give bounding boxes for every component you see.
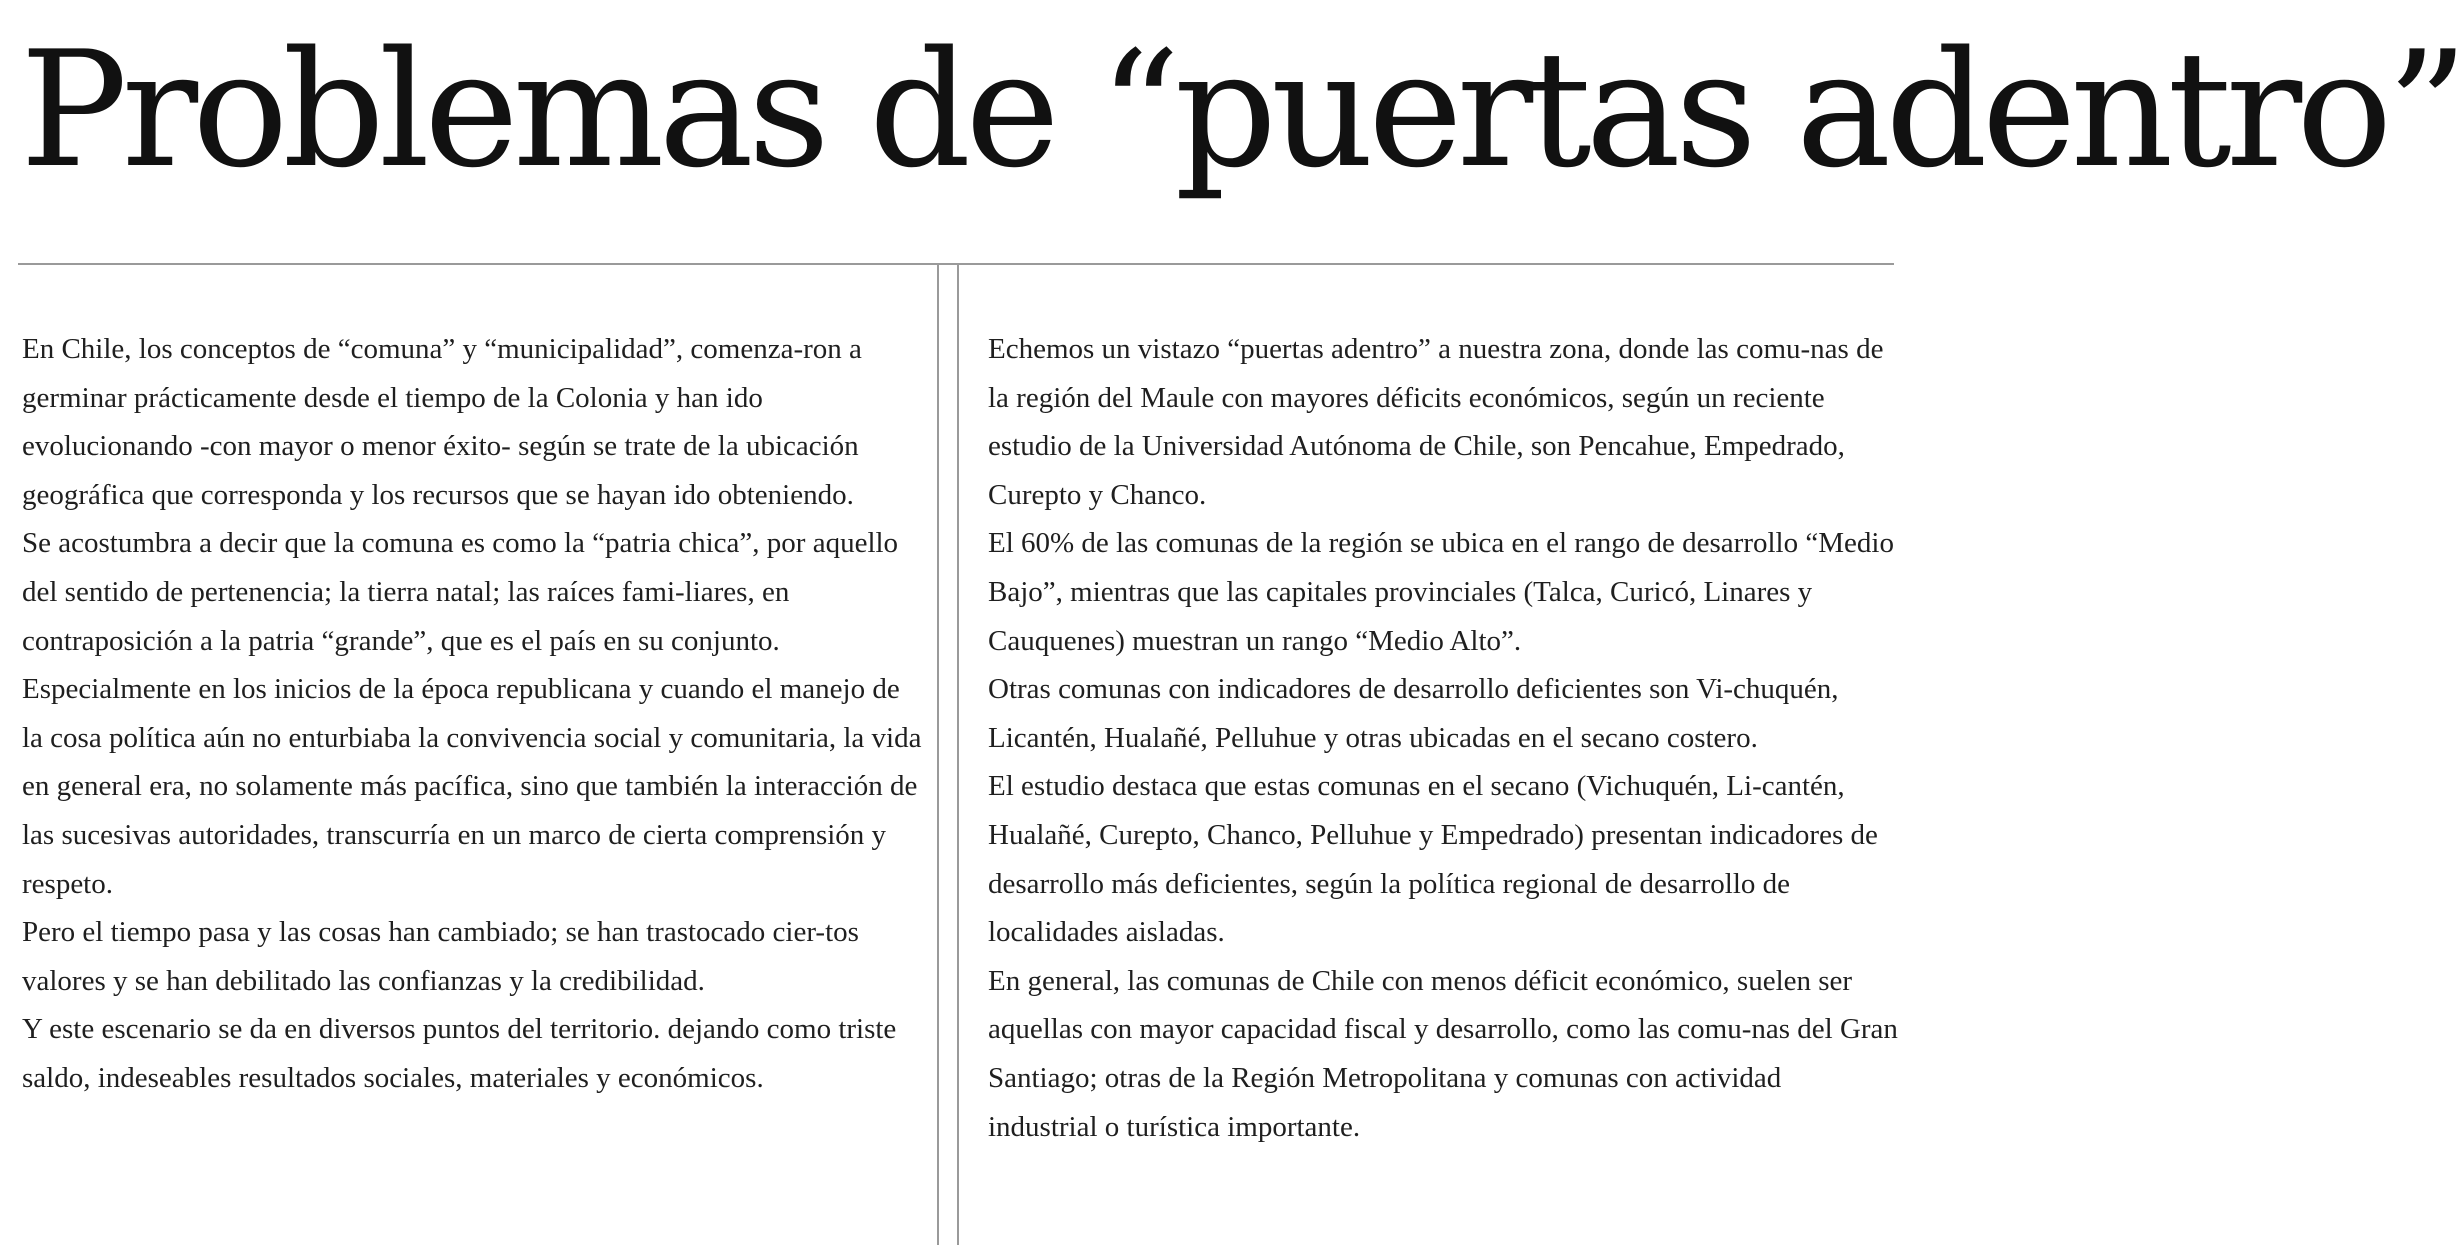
paragraph: En general, las comunas de Chile con menos déficit económico, suelen ser aquellas con mayor capacidad fiscal y desarrollo, como las comu-nas del Gran Santiago; otras de la Región Metropolitana y comunas con actividad industrial o turística importante. [988, 964, 1898, 1143]
paragraph: Echemos un vistazo “puertas adentro” a nuestra zona, donde las comu-nas de la región del Maule con mayores déficits económicos, según un reciente estudio de la Universidad Autónoma de Chile, son Pencahue, Empedrado, Curepto y Chanco. [988, 333, 1884, 511]
right-column [988, 325, 1898, 1151]
paragraph: Especialmente en los inicios de la época republicana y cuando el manejo de la cosa política aún no enturbiaba la convivencia social y comunitaria, la vida en general era, no solamente más pacífica, sino que también la interacción de las sucesivas autoridades, transcurría en un marco de cierta comprensión y respeto. [22, 673, 922, 900]
paragraph: En Chile, los conceptos de “comuna” y “municipalidad”, comenza-ron a germinar prácticamente desde el tiempo de la Colonia y han ido evolucionando -con mayor o menor éxito- según se trate de la ubicación geográfica que corresponda y los recursos que se hayan ido obteniendo. [22, 333, 862, 511]
paragraph: El 60% de las comunas de la región se ubica en el rango de desarrollo “Medio Bajo”, mientras que las capitales provinciales (Talca, Curicó, Linares y Cauquenes) muestran un rango “Medio Alto”. [988, 527, 1894, 657]
paragraph: Y este escenario se da en diversos puntos del territorio. dejando como triste saldo, indeseables resultados sociales, materiales y económicos. [22, 1013, 897, 1094]
paragraph: Pero el tiempo pasa y las cosas han cambiado; se han trastocado cier-tos valores y se han debilitado las confianzas y la credibilidad. [22, 916, 859, 997]
paragraph: Se acostumbra a decir que la comuna es como la “patria chica”, por aquello del sentido de pertenencia; la tierra natal; las raíces fami-liares, en contraposición a la patria “grande”, que es el país en su conjunto. [22, 527, 899, 657]
left-column [22, 325, 922, 1103]
column-divider [937, 265, 959, 1245]
paragraph: Otras comunas con indicadores de desarrollo deficientes son Vi-chuquén, Licantén, Hualañé, Pelluhue y otras ubicadas en el secano costero. [988, 673, 1839, 754]
article-headline: Problemas de “puertas adentro” [20, 16, 2462, 203]
paragraph: El estudio destaca que estas comunas en el secano (Vichuquén, Li-cantén, Hualañé, Curepto, Chanco, Pelluhue y Empedrado) presentan indicadores de desarrollo más deficientes, según la política regional de desarrollo de localidades aisladas. [988, 770, 1878, 949]
